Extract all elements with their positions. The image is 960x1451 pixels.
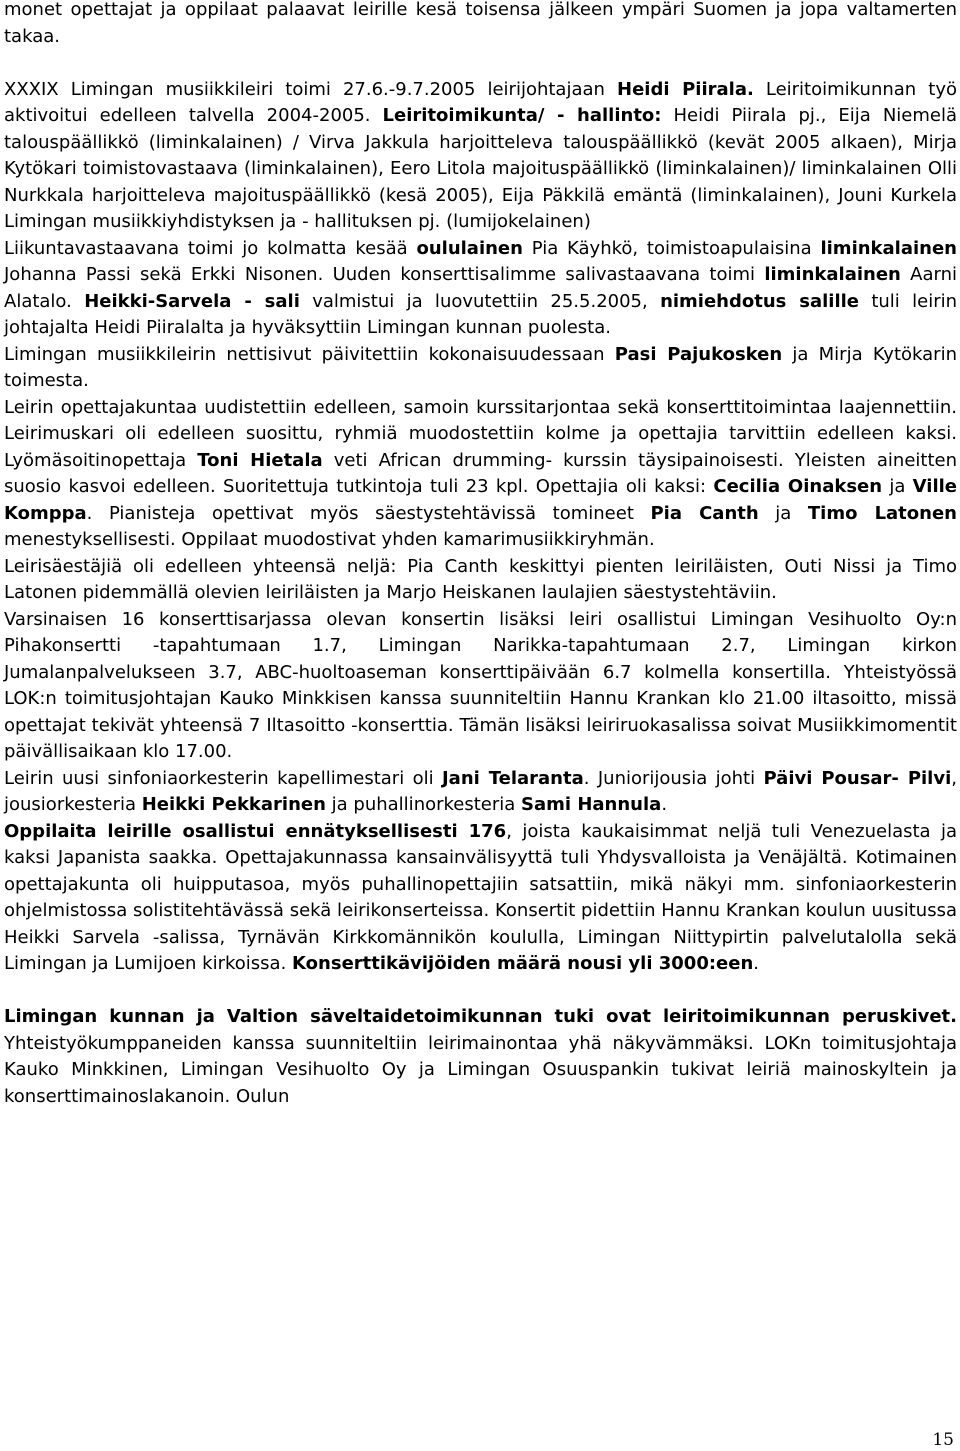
text-run: ja xyxy=(758,502,808,524)
text-run: Heidi Piirala pj., Eija Niemelä talouspäällikkö (liminkalainen) / Virva Jakkula harjoitteleva talouspäällikkö (kevät 2005 alkaen), Mirja Kytökari toimistovastaava (liminkalainen), Eero Litola majoituspäällikkö (liminkalainen)/ liminkalainen Olli Nurkkala harjoitteleva majoituspäällikkö (kesä 2005), Eija Päkkilä emäntä (liminkalainen), Jouni Kurkela Limingan musiikkiyhdistyksen ja - hallituksen pj. (lumijokelainen) xyxy=(4,105,957,232)
bold-text: Limingan kunnan ja Valtion säveltaidetoimikunnan tuki ovat leiritoimikunnan peruskivet. xyxy=(4,1006,957,1027)
text-run: . Juniorijousia johti xyxy=(583,767,764,789)
page-number: 15 xyxy=(932,1430,954,1450)
bold-text: Oppilaita leirille osallistui ennätyksellisesti 176 xyxy=(4,820,507,842)
bold-text: Heidi Piirala. xyxy=(617,78,754,100)
text-run: Liikuntavastaavana toimi jo kolmatta kesää xyxy=(4,237,417,259)
bold-text: Pia Canth xyxy=(650,502,759,524)
text-run: Limingan musiikkileirin nettisivut päivitettiin kokonaisuudessaan xyxy=(4,343,615,365)
paragraph xyxy=(4,607,957,766)
text-run: Pia Käyhkö, toimistoapulaisina xyxy=(522,237,821,259)
text-run: Yhteistyökumppaneiden kanssa suunniteltiin leirimainontaa yhä näkyvämmäksi. LOKn toimitusjohtaja Kauko Minkkinen, Limingan Vesihuolto Oy ja Limingan Osuuspankin tukivat leiriä mainoskyltein ja konserttimainoslakanoin. Oulun xyxy=(4,1032,957,1107)
paragraph xyxy=(4,77,957,236)
paragraph xyxy=(4,554,957,607)
text-run: , jousiorkesteria xyxy=(4,767,957,815)
text-run: Aarni Alatalo. xyxy=(4,264,957,312)
document-body xyxy=(4,0,957,1110)
paragraph xyxy=(4,236,957,342)
paragraph xyxy=(4,342,957,395)
text-run: XXXIX Limingan musiikkileiri toimi 27.6.-9.7.2005 leirijohtajaan xyxy=(4,78,617,100)
bold-text: Heikki-Sarvela - sali xyxy=(84,290,300,312)
bold-text: Jani Telaranta xyxy=(441,767,584,789)
bold-text: Päivi Pousar- Pilvi xyxy=(763,767,952,789)
text-run: . xyxy=(753,953,760,974)
bold-text: Cecilia Oinaksen xyxy=(713,476,883,497)
bold-text: liminkalainen xyxy=(764,264,901,285)
text-run: Leirin opettajakuntaa uudistettiin edelleen, samoin kurssitarjontaa sekä konserttitoimintaa laajennettiin. Leirimuskari oli edelleen suosittu, ryhmiä muodostettiin kolme ja opettajia tarvittiin edelleen kaksi. Lyömäsoitinopettaja xyxy=(4,396,957,471)
text-run: Johanna Passi sekä Erkki Nisonen. Uuden konserttisalimme salivastaavana toimi xyxy=(4,264,765,285)
bold-text: Heikki Pekkarinen xyxy=(141,794,326,815)
bold-text: Sami Hannula xyxy=(521,794,662,815)
text-run: , joista kaukaisimmat neljä tuli Venezuelasta ja kaksi Japanista saakka. Opettajakunnassa kansainvälisyyttä tuli Yhdysvalloista ja Venäjältä. Kotimainen opettajakunta oli huipputasoa, myös puhallinopettajiin satsattiin, mikä näkyi mm. sinfoniaorkesterin ohjelmistossa solistitehtävässä sekä leirikonserteissa. Konsertit pidettiin Hannu Krankan koulun uusitussa Heikki Sarvela -salissa, Tyrnävän Kirkkomännikön koululla, Limingan Niittypirtin palvelutalolla sekä Limingan ja Lumijoen kirkoissa. xyxy=(4,820,958,974)
text-run: veti African drumming- kurssin täysipainoisesti. Yleisten aineitten suosio kasvoi edelleen. Suoritettuja tutkintoja tuli 23 kpl. Opettajia oli kaksi: xyxy=(4,449,957,497)
text-run: Leirin uusi sinfoniaorkesterin kapellimestari oli xyxy=(4,767,442,789)
bold-text: oululainen xyxy=(416,237,523,259)
paragraph xyxy=(4,1004,957,1110)
bold-text: Pasi Pajukosken xyxy=(614,343,783,365)
text-run: tuli leirin johtajalta Heidi Piiralalta ja hyväksyttiin Limingan kunnan puolesta. xyxy=(4,290,957,338)
bold-text: liminkalainen xyxy=(820,237,957,259)
paragraph xyxy=(4,766,957,819)
bold-text: nimiehdotus salille xyxy=(660,290,859,312)
bold-text: Leiritoimikunta/ - hallinto: xyxy=(382,105,662,126)
bold-text: Ville Komppa xyxy=(4,476,957,524)
paragraph xyxy=(4,395,957,554)
bold-text: Konserttikävijöiden määrä nousi yli 3000:een xyxy=(292,953,754,974)
text-run: ja xyxy=(882,476,913,497)
text-run: Leirisäestäjiä oli edelleen yhteensä neljä: Pia Canth keskittyi pienten leiriläisten, Outi Nissi ja Timo Latonen pidemmällä olevien leiriläisten ja Marjo Heiskanen laulajien säestystehtäviin. xyxy=(4,555,957,603)
paragraph xyxy=(4,819,957,978)
text-run: Leiritoimikunnan työ aktivoitui edelleen talvella 2004-2005. xyxy=(4,78,957,126)
text-run: . xyxy=(661,794,668,815)
text-run: ja puhallinorkesteria xyxy=(325,794,522,815)
bold-text: Toni Hietala xyxy=(197,449,323,471)
text-run: menestyksellisesti. Oppilaat muodostivat yhden kamarimusiikkiryhmän. xyxy=(4,529,655,550)
bold-text: Timo Latonen xyxy=(807,502,957,524)
text-run: monet opettajat ja oppilaat palaavat leirille kesä toisensa jälkeen ympäri Suomen ja jopa valtamerten takaa. xyxy=(4,0,957,47)
paragraph xyxy=(4,0,957,50)
text-run: Varsinaisen 16 konserttisarjassa olevan konsertin lisäksi leiri osallistui Limingan Vesihuolto Oy:n Pihakonsertti -tapahtumaan 1.7, Limingan Narikka-tapahtumaan 2.7, Limingan kirkon Jumalanpalvelukseen 3.7, ABC-huoltoaseman konserttipäivään 6.7 kolmella konsertilla. Yhteistyössä LOK:n toimitusjohtajan Kauko Minkkisen kanssa suunniteltiin Hannu Krankan klo 21.00 iltasoitto, missä opettajat tekivät yhteensä 7 Iltasoitto -konserttia. Tämän lisäksi leiriruokasalissa soivat Musiikkimomentit päivällisaikaan klo 17.00. xyxy=(4,608,957,762)
text-run: . Pianisteja opettivat myös säestystehtävissä tomineet xyxy=(86,502,651,524)
text-run: valmistui ja luovutettiin 25.5.2005, xyxy=(299,290,661,312)
text-run: ja Mirja Kytökarin toimesta. xyxy=(4,343,957,391)
